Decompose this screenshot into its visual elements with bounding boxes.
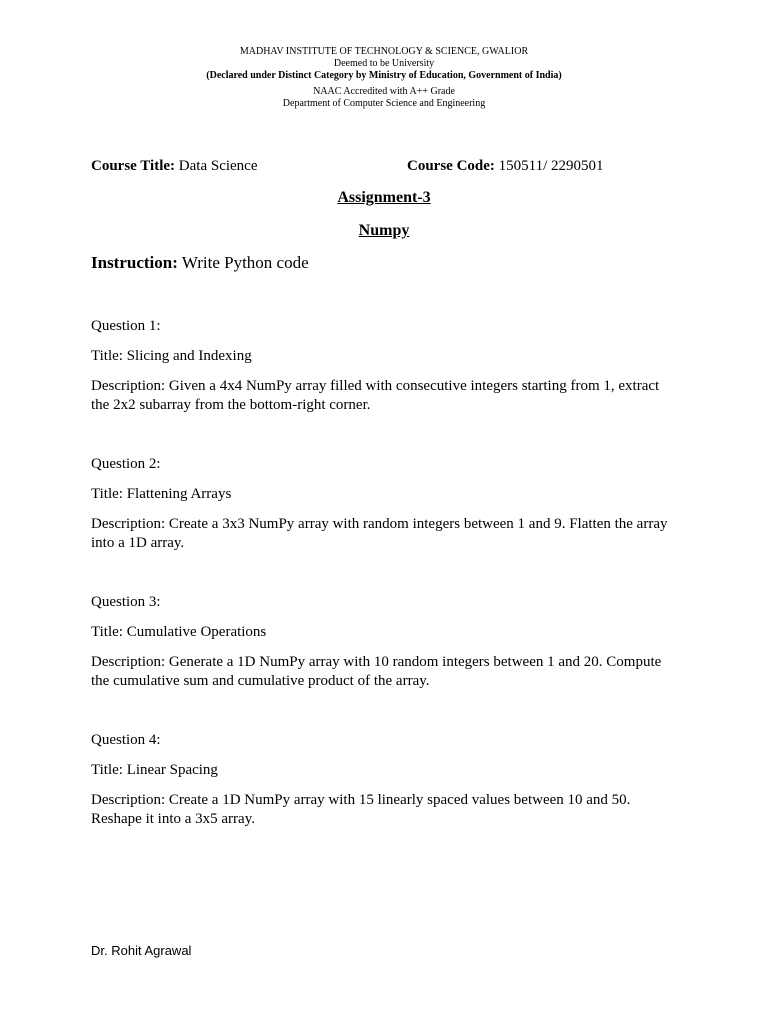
deemed-university: Deemed to be University xyxy=(333,58,435,69)
declaration-line: (Declared under Distinct Category by Ministry of Education, Government of India) xyxy=(206,70,562,81)
instruction-label: Instruction: xyxy=(91,253,178,272)
question-number: Question 3: xyxy=(91,594,161,610)
course-code xyxy=(407,157,604,175)
course-title xyxy=(91,157,258,175)
course-title-label: Course Title: xyxy=(91,158,176,174)
course-code-value: 150511/ 2290501 xyxy=(498,158,604,174)
question-description: Description: Create a 3x3 NumPy array with random integers between 1 and 9. Flatten the array into a 1D array. xyxy=(91,516,668,551)
question-number: Question 4: xyxy=(91,732,161,748)
institute-name: MADHAV INSTITUTE OF TECHNOLOGY & SCIENCE, GWALIOR xyxy=(239,46,529,57)
question-title: Title: Cumulative Operations xyxy=(91,624,267,640)
course-title-value: Data Science xyxy=(178,158,258,174)
question-title: Title: Linear Spacing xyxy=(91,762,218,778)
question-number: Question 2: xyxy=(91,456,161,472)
question-description: Description: Create a 1D NumPy array with 15 linearly spaced values between 10 and 50. Reshape it into a 3x5 array. xyxy=(91,792,631,827)
naac-accreditation: NAAC Accredited with A++ Grade xyxy=(313,86,455,97)
instruction xyxy=(91,253,309,273)
question-title: Title: Slicing and Indexing xyxy=(91,348,252,364)
author-signature: Dr. Rohit Agrawal xyxy=(91,943,192,958)
question-description: Description: Generate a 1D NumPy array with 10 random integers between 1 and 20. Compute the cumulative sum and cumulative product of the array. xyxy=(91,654,662,689)
course-code-label: Course Code: xyxy=(407,158,495,174)
instruction-text: Write Python code xyxy=(181,253,309,272)
question-number: Question 1: xyxy=(91,318,161,334)
topic-title: Numpy xyxy=(358,222,410,239)
assignment-title: Assignment-3 xyxy=(337,189,431,206)
department-name: Department of Computer Science and Engineering xyxy=(282,98,486,109)
question-description: Description: Given a 4x4 NumPy array filled with consecutive integers starting from 1, extract the 2x2 subarray from the bottom-right corner. xyxy=(91,378,660,413)
question-title: Title: Flattening Arrays xyxy=(91,486,232,502)
